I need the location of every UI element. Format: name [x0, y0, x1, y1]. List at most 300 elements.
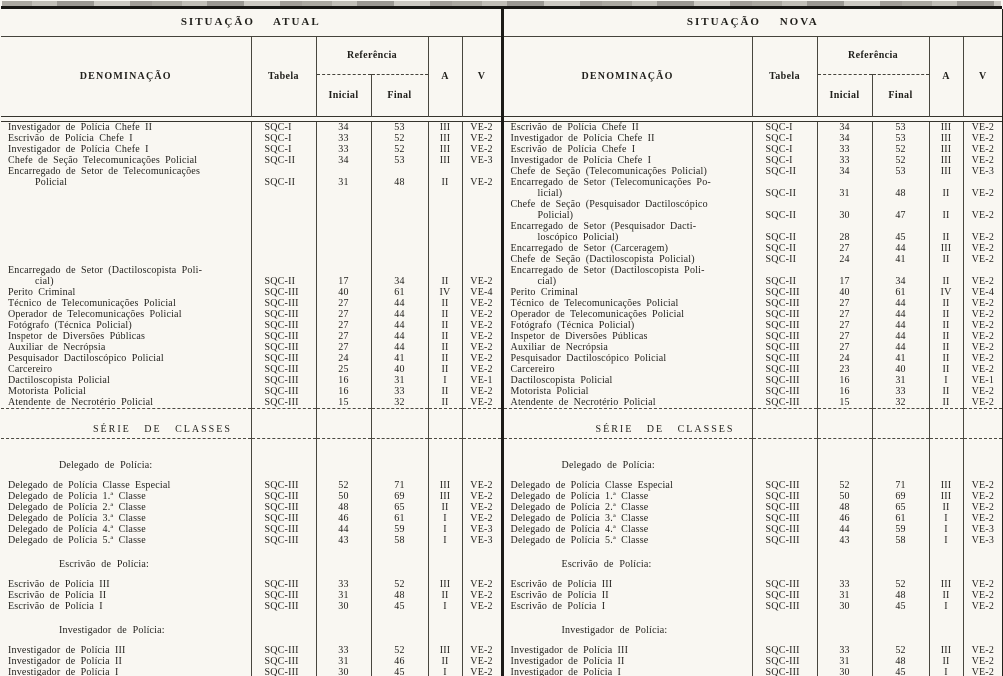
tabela-cell: [752, 265, 817, 276]
tabela-cell: SQC-III: [251, 397, 316, 409]
v-cell: VE-2: [462, 491, 502, 502]
denominacao-cell: [1, 254, 251, 265]
inicial-cell: [316, 619, 371, 638]
tabela-header-left: Tabela: [251, 37, 316, 117]
final-cell: 69: [872, 491, 929, 502]
a-cell: [428, 553, 462, 572]
a-cell: [929, 439, 963, 448]
denominacao-cell: Inspetor de Diversões Públicas: [8, 331, 146, 342]
final-cell: 44: [371, 309, 428, 320]
tabela-cell: [752, 619, 817, 638]
a-cell: III: [929, 579, 963, 590]
final-cell: 44: [872, 309, 929, 320]
final-cell: [371, 243, 428, 254]
tabela-cell: SQC-III: [251, 342, 316, 353]
final-cell: 52: [872, 155, 929, 166]
final-cell: 44: [872, 342, 929, 353]
inicial-cell: 33: [817, 144, 872, 155]
denominacao-cell: Escrivão de Polícia Chefe I: [502, 144, 752, 155]
tabela-cell: SQC-III: [752, 375, 817, 386]
a-cell: I: [428, 524, 462, 535]
a-cell: [428, 199, 462, 210]
table-row: [1, 397, 1003, 409]
denominacao-cell: Escrivão de Polícia Chefe I: [8, 133, 133, 144]
v-cell: VE-2: [462, 513, 502, 524]
tabela-cell: [251, 188, 316, 199]
tabela-cell: SQC-III: [251, 287, 316, 298]
final-cell: 53: [371, 155, 428, 166]
referencia-header-left: Referência: [316, 37, 428, 75]
a-cell: II: [929, 502, 963, 513]
inicial-cell: [316, 254, 371, 265]
denominacao-cell: Investigador de Polícia:: [502, 619, 752, 638]
denominacao-cell: Chefe de Seção Telecomunicações Policial: [8, 155, 198, 166]
v-cell: VE-2: [963, 353, 1003, 364]
final-cell: 44: [371, 342, 428, 353]
a-cell: III: [929, 166, 963, 177]
a-cell: III: [929, 243, 963, 254]
final-cell: [371, 638, 428, 645]
inicial-cell: 27: [316, 298, 371, 309]
tabela-cell: SQC-III: [251, 375, 316, 386]
denominacao-cell: Inspetor de Diversões Públicas: [502, 331, 752, 342]
v-cell: VE-2: [963, 254, 1003, 265]
final-cell: [872, 221, 929, 232]
a-cell: [428, 546, 462, 553]
referencia-header-right: Referência: [817, 37, 929, 75]
denominacao-cell: cial): [35, 276, 54, 287]
inicial-header-right: Inicial: [817, 75, 872, 117]
v-cell: VE-2: [963, 590, 1003, 601]
v-cell: VE-2: [963, 298, 1003, 309]
v-cell: [963, 177, 1003, 188]
a-cell: [929, 417, 963, 439]
tabela-cell: [251, 166, 316, 177]
inicial-cell: [817, 447, 872, 454]
denominacao-cell: Encarregado de Setor (Dactiloscopista Poli-: [8, 265, 203, 276]
v-cell: [963, 221, 1003, 232]
a-cell: I: [428, 601, 462, 612]
a-cell: [428, 221, 462, 232]
table-row: [1, 309, 1003, 320]
inicial-cell: [316, 409, 371, 418]
v-cell: VE-2: [963, 645, 1003, 656]
v-cell: VE-3: [462, 535, 502, 546]
a-cell: [428, 409, 462, 418]
a-cell: III: [929, 491, 963, 502]
inicial-cell: 34: [817, 166, 872, 177]
denominacao-cell: Investigador de Polícia I: [8, 667, 119, 676]
final-cell: [371, 265, 428, 276]
a-cell: III: [428, 491, 462, 502]
inicial-cell: 33: [817, 579, 872, 590]
final-cell: [872, 265, 929, 276]
tabela-cell: SQC-III: [752, 298, 817, 309]
v-cell: VE-2: [462, 601, 502, 612]
inicial-cell: 27: [817, 243, 872, 254]
tabela-cell: SQC-III: [251, 320, 316, 331]
denominacao-cell: Motorista Policial: [502, 386, 752, 397]
denominacao-cell: Escrivão de Polícia I: [502, 601, 752, 612]
table-row: [1, 276, 1003, 287]
a-cell: [929, 553, 963, 572]
inicial-cell: 34: [817, 122, 872, 134]
v-cell: VE-2: [462, 353, 502, 364]
tabela-cell: [752, 572, 817, 579]
tabela-cell: [752, 454, 817, 473]
denominacao-cell: licial): [502, 188, 752, 199]
final-cell: 44: [872, 298, 929, 309]
final-cell: [872, 199, 929, 210]
v-cell: [462, 439, 502, 448]
v-cell: VE-1: [963, 375, 1003, 386]
tabela-cell: SQC-III: [251, 656, 316, 667]
table-row: [1, 667, 1003, 676]
denominacao-cell: Delegado de Polícia 3.ª Classe: [8, 513, 146, 524]
table-row: [1, 502, 1003, 513]
final-cell: 61: [872, 513, 929, 524]
table-row: [1, 177, 1003, 188]
final-cell: 65: [872, 502, 929, 513]
denominacao-cell: Investigador de Polícia Chefe II: [8, 122, 153, 133]
inicial-cell: 30: [316, 667, 371, 676]
a-cell: [929, 473, 963, 480]
v-cell: [462, 572, 502, 579]
inicial-cell: 50: [316, 491, 371, 502]
tabela-cell: [251, 439, 316, 448]
a-header-right: A: [929, 37, 963, 117]
denominacao-cell: Delegado de Polícia 5.ª Classe: [502, 535, 752, 546]
situacao-nova-title: SITUAÇÃO NOVA: [502, 9, 1003, 37]
denominacao-cell: Escrivão de Polícia:: [502, 553, 752, 572]
v-cell: VE-2: [462, 298, 502, 309]
tabela-cell: [251, 619, 316, 638]
v-cell: VE-2: [462, 309, 502, 320]
tabela-cell: [752, 409, 817, 418]
final-cell: 33: [371, 386, 428, 397]
gap-row: [1, 638, 1003, 645]
inicial-cell: 15: [316, 397, 371, 409]
inicial-cell: 27: [817, 342, 872, 353]
v-cell: VE-2: [462, 667, 502, 676]
denominacao-cell: [1, 199, 251, 210]
tabela-cell: SQC-III: [251, 601, 316, 612]
denominacao-cell: Chefe de Seção (Telecomunicações Policial): [502, 166, 752, 177]
tabela-cell: [251, 572, 316, 579]
inicial-cell: [316, 638, 371, 645]
inicial-cell: [316, 243, 371, 254]
final-cell: 53: [872, 166, 929, 177]
v-cell: VE-2: [963, 243, 1003, 254]
a-cell: [428, 473, 462, 480]
v-cell: [462, 447, 502, 454]
tabela-cell: SQC-III: [752, 590, 817, 601]
a-cell: II: [929, 320, 963, 331]
tabela-cell: SQC-I: [251, 144, 316, 155]
tabela-cell: [752, 439, 817, 448]
final-cell: [371, 447, 428, 454]
table-row: [1, 491, 1003, 502]
v-cell: VE-2: [963, 397, 1003, 409]
v-cell: VE-3: [462, 155, 502, 166]
a-cell: I: [929, 375, 963, 386]
tabela-cell: SQC-II: [251, 155, 316, 166]
final-header-left: Final: [371, 75, 428, 117]
final-cell: [371, 454, 428, 473]
a-cell: III: [428, 480, 462, 491]
denominacao-cell: Operador de Telecomunicações Policial: [502, 309, 752, 320]
denominacao-cell: [1, 638, 251, 645]
inicial-cell: 48: [817, 502, 872, 513]
table-row: [1, 122, 1003, 134]
gap-row: [1, 447, 1003, 454]
a-cell: IV: [428, 287, 462, 298]
final-cell: [872, 553, 929, 572]
inicial-cell: [817, 638, 872, 645]
final-cell: [371, 619, 428, 638]
denominacao-cell: Atendente de Necrotério Policial: [502, 397, 752, 409]
final-cell: 44: [872, 320, 929, 331]
tabela-cell: SQC-III: [752, 397, 817, 409]
table-row: [1, 331, 1003, 342]
final-cell: [371, 553, 428, 572]
tabela-cell: SQC-III: [251, 645, 316, 656]
inicial-cell: [316, 232, 371, 243]
tabela-cell: [251, 265, 316, 276]
tabela-cell: [752, 221, 817, 232]
v-cell: VE-2: [462, 397, 502, 409]
denominacao-cell: Investigador de Polícia Chefe I: [502, 155, 752, 166]
tabela-cell: SQC-III: [752, 524, 817, 535]
a-cell: II: [929, 254, 963, 265]
inicial-cell: [316, 572, 371, 579]
final-cell: [872, 177, 929, 188]
final-cell: 69: [371, 491, 428, 502]
denominacao-cell: SÉRIE DE CLASSES: [93, 424, 232, 435]
v-cell: [963, 199, 1003, 210]
a-cell: [929, 546, 963, 553]
inicial-cell: 34: [817, 133, 872, 144]
a-cell: II: [929, 397, 963, 409]
v-cell: VE-2: [963, 188, 1003, 199]
tabela-cell: [752, 417, 817, 439]
v-cell: [963, 409, 1003, 418]
tabela-cell: [752, 546, 817, 553]
inicial-cell: 34: [316, 155, 371, 166]
a-cell: II: [428, 590, 462, 601]
a-cell: [929, 265, 963, 276]
inicial-cell: 15: [817, 397, 872, 409]
tabela-cell: [752, 553, 817, 572]
denominacao-cell: Delegado de Polícia:: [59, 460, 153, 471]
a-cell: I: [929, 513, 963, 524]
inicial-cell: 40: [817, 287, 872, 298]
a-cell: II: [929, 342, 963, 353]
a-cell: III: [929, 155, 963, 166]
table-row: [1, 579, 1003, 590]
a-cell: [428, 254, 462, 265]
denominacao-cell: Delegado de Polícia:: [502, 454, 752, 473]
final-cell: 52: [371, 133, 428, 144]
a-cell: II: [929, 590, 963, 601]
inicial-cell: 30: [817, 601, 872, 612]
tabela-cell: SQC-III: [251, 667, 316, 676]
tabela-cell: SQC-II: [752, 254, 817, 265]
sub-row: [1, 553, 1003, 572]
inicial-cell: 34: [316, 122, 371, 134]
final-cell: [371, 188, 428, 199]
denominacao-cell: Delegado de Polícia 1.ª Classe: [502, 491, 752, 502]
a-cell: [428, 166, 462, 177]
denominacao-cell: Dactiloscopista Policial: [502, 375, 752, 386]
denominacao-cell: Perito Criminal: [502, 287, 752, 298]
denominacao-cell: Pesquisador Dactiloscópico Policial: [502, 353, 752, 364]
inicial-cell: 52: [316, 480, 371, 491]
v-cell: VE-2: [963, 656, 1003, 667]
denominacao-cell: [502, 439, 752, 448]
denominacao-cell: [1, 188, 251, 199]
v-cell: VE-2: [963, 144, 1003, 155]
tabela-cell: SQC-III: [752, 601, 817, 612]
table-row: [1, 535, 1003, 546]
table-row: [1, 601, 1003, 612]
inicial-cell: 30: [817, 210, 872, 221]
table-row: [1, 645, 1003, 656]
tabela-cell: SQC-III: [251, 480, 316, 491]
a-cell: II: [428, 364, 462, 375]
v-cell: [462, 473, 502, 480]
final-cell: 41: [371, 353, 428, 364]
table-row: [1, 320, 1003, 331]
inicial-cell: [316, 417, 371, 439]
v-cell: VE-2: [462, 331, 502, 342]
inicial-cell: 28: [817, 232, 872, 243]
v-cell: [462, 243, 502, 254]
final-cell: [872, 612, 929, 619]
a-cell: [428, 265, 462, 276]
tabela-cell: [752, 638, 817, 645]
final-cell: [371, 612, 428, 619]
inicial-cell: [316, 439, 371, 448]
final-cell: 71: [371, 480, 428, 491]
v-cell: VE-2: [963, 386, 1003, 397]
final-cell: 52: [872, 579, 929, 590]
inicial-cell: [817, 454, 872, 473]
gap-row: [1, 473, 1003, 480]
tabela-cell: [251, 409, 316, 418]
inicial-cell: 46: [316, 513, 371, 524]
a-cell: [929, 447, 963, 454]
tabela-cell: [251, 232, 316, 243]
sub-row: [1, 454, 1003, 473]
tabela-cell: SQC-I: [752, 144, 817, 155]
final-cell: 44: [872, 243, 929, 254]
inicial-cell: [316, 210, 371, 221]
v-cell: [462, 546, 502, 553]
a-cell: I: [929, 601, 963, 612]
denominacao-cell: Investigador de Polícia II: [8, 656, 123, 667]
tabela-cell: SQC-III: [752, 364, 817, 375]
a-cell: II: [929, 188, 963, 199]
a-cell: [428, 210, 462, 221]
table-row: [1, 155, 1003, 166]
denominacao-cell: Delegado de Polícia Classe Especial: [502, 480, 752, 491]
denominacao-cell: Investigador de Polícia III: [502, 645, 752, 656]
v-cell: VE-4: [963, 287, 1003, 298]
a-cell: [929, 612, 963, 619]
v-cell: [462, 265, 502, 276]
inicial-cell: 33: [817, 645, 872, 656]
denominacao-cell: [1, 447, 251, 454]
inicial-cell: 33: [316, 144, 371, 155]
denominacao-cell: Investigador de Polícia III: [8, 645, 126, 656]
a-cell: II: [428, 177, 462, 188]
v-cell: [963, 572, 1003, 579]
a-cell: [929, 221, 963, 232]
denominacao-cell: [1, 546, 251, 553]
inicial-cell: [316, 447, 371, 454]
table-row: [1, 232, 1003, 243]
tabela-cell: SQC-III: [752, 535, 817, 546]
final-cell: [371, 221, 428, 232]
inicial-cell: 27: [817, 320, 872, 331]
a-cell: [929, 177, 963, 188]
a-cell: [929, 409, 963, 418]
final-cell: 61: [371, 287, 428, 298]
scan-edge-noise: [2, 1, 1001, 6]
a-cell: [929, 572, 963, 579]
tabela-cell: SQC-II: [752, 210, 817, 221]
table-row: [1, 298, 1003, 309]
tabela-cell: [251, 454, 316, 473]
tabela-cell: SQC-III: [251, 353, 316, 364]
v-cell: VE-2: [462, 656, 502, 667]
final-cell: [371, 166, 428, 177]
tabela-cell: SQC-I: [251, 122, 316, 134]
v-cell: VE-3: [963, 524, 1003, 535]
a-cell: II: [428, 656, 462, 667]
inicial-cell: [316, 166, 371, 177]
inicial-cell: 17: [316, 276, 371, 287]
a-cell: [428, 447, 462, 454]
inicial-cell: 30: [316, 601, 371, 612]
a-cell: I: [428, 667, 462, 676]
a-cell: [428, 439, 462, 448]
a-cell: II: [929, 386, 963, 397]
denominacao-cell: Investigador de Polícia:: [59, 625, 165, 636]
v-cell: VE-2: [963, 276, 1003, 287]
v-cell: [462, 612, 502, 619]
inicial-cell: [316, 199, 371, 210]
final-cell: [371, 409, 428, 418]
table-row: [1, 287, 1003, 298]
tabela-cell: SQC-I: [251, 133, 316, 144]
tabela-cell: [752, 199, 817, 210]
inicial-cell: 40: [316, 287, 371, 298]
inicial-cell: 24: [316, 353, 371, 364]
table-row: [1, 221, 1003, 232]
final-cell: 52: [371, 144, 428, 155]
v-cell: [462, 619, 502, 638]
denominacao-cell: Operador de Telecomunicações Policial: [8, 309, 182, 320]
tabela-cell: SQC-I: [752, 122, 817, 134]
final-cell: [872, 619, 929, 638]
denominacao-cell: Perito Criminal: [8, 287, 76, 298]
denominacao-cell: [1, 210, 251, 221]
v-cell: VE-2: [462, 386, 502, 397]
v-cell: [963, 417, 1003, 439]
a-cell: II: [929, 364, 963, 375]
